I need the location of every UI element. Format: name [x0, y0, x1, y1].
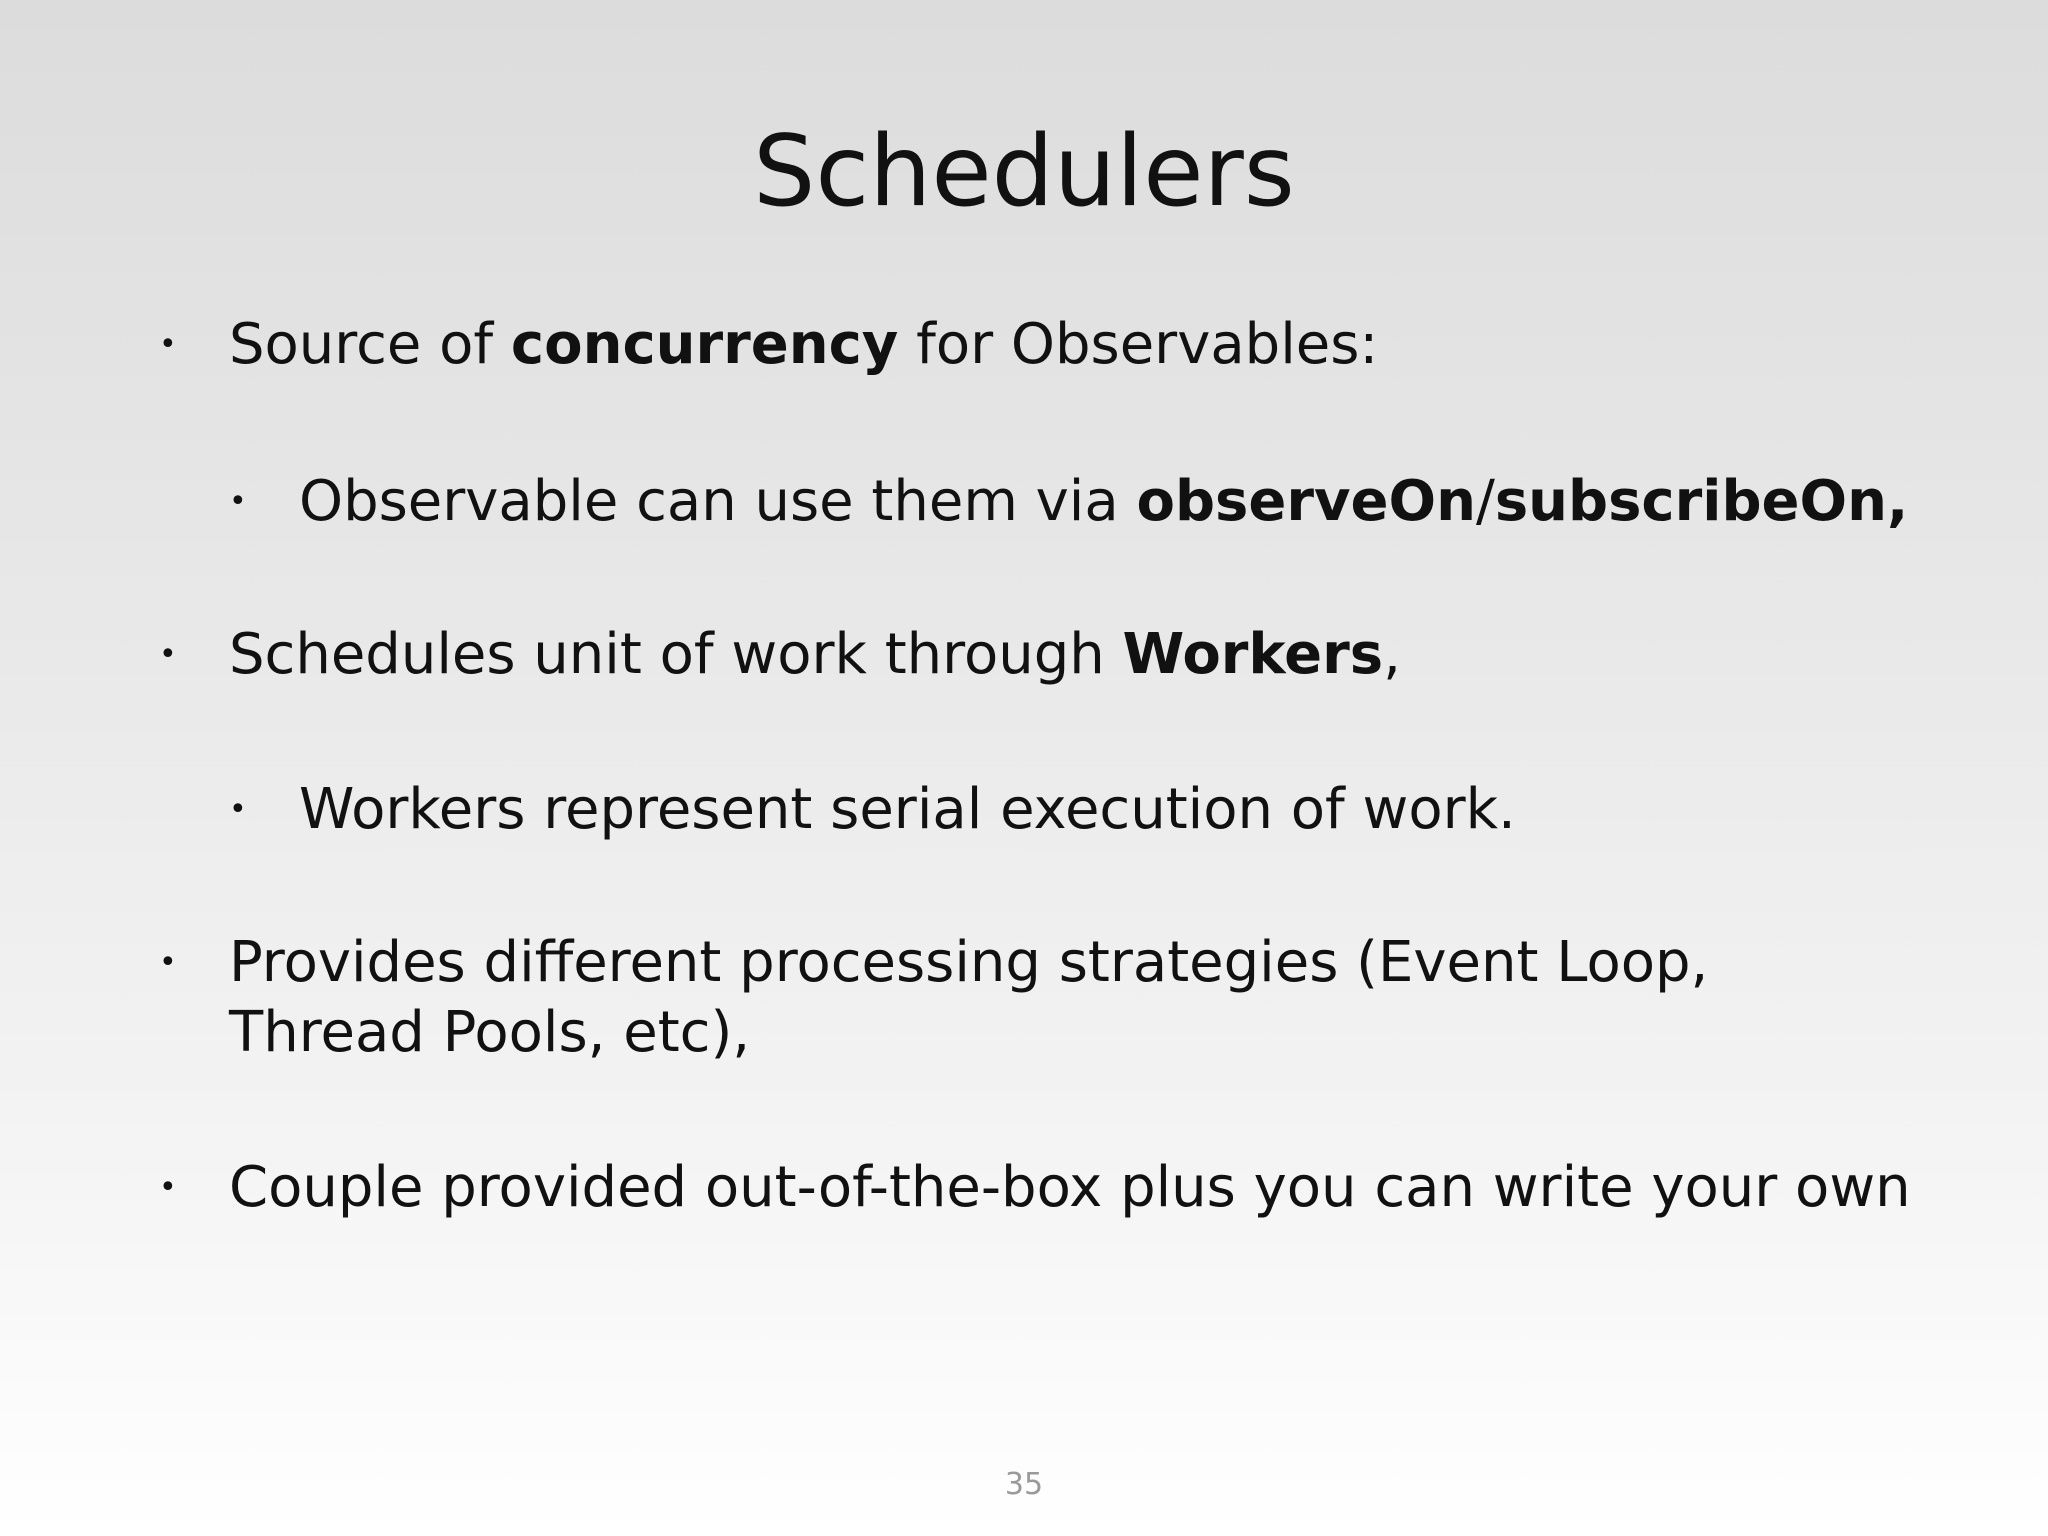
bullet-bold-text: subscribeOn, — [1494, 469, 1909, 534]
slide-title: Schedulers — [753, 115, 1295, 229]
page-number: 35 — [1004, 1467, 1044, 1502]
bullet-text: for Observables: — [898, 312, 1379, 377]
bullet-text: Provides different processing strategies (Event Loop, Thread Pools, etc), — [229, 930, 1709, 1065]
bullet-text: Schedules unit of work through — [229, 622, 1123, 687]
bullet-item-concurrency — [159, 310, 1379, 380]
bullet-text: Observable can use them via — [299, 469, 1137, 534]
bullet-dot-icon: • — [159, 637, 177, 672]
bullet-dot-icon: • — [229, 484, 247, 519]
bullet-item-observeon — [229, 467, 1909, 537]
bullet-item-strategies — [159, 928, 1869, 1068]
bullet-dot-icon: • — [159, 945, 177, 980]
bullet-text: Couple provided out-of-the-box plus you can write your own — [229, 1155, 1911, 1220]
bullet-bold-text: concurrency — [510, 312, 899, 377]
bullet-dot-icon: • — [229, 792, 247, 827]
bullet-item-workers — [159, 620, 1401, 690]
bullet-text: / — [1475, 469, 1495, 534]
bullet-dot-icon: • — [159, 327, 177, 362]
bullet-bold-text: observeOn — [1136, 469, 1476, 534]
bullet-item-serial-execution — [229, 775, 1516, 845]
bullet-text: , — [1383, 622, 1401, 687]
bullet-text: Source of — [229, 312, 511, 377]
bullet-dot-icon: • — [159, 1170, 177, 1205]
bullet-bold-text: Workers — [1122, 622, 1384, 687]
bullet-item-out-of-the-box — [159, 1153, 1911, 1223]
bullet-text: Workers represent serial execution of work. — [299, 777, 1516, 842]
